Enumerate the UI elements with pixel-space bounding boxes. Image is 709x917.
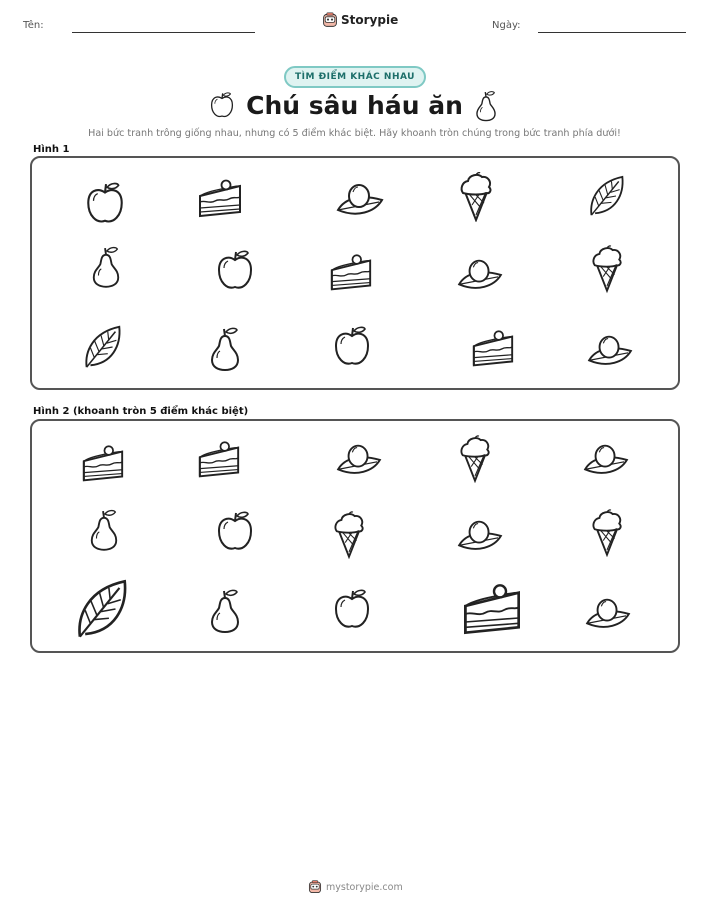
name-line[interactable] <box>72 32 255 33</box>
apple-icon[interactable] <box>332 587 372 631</box>
cake-icon <box>470 328 516 370</box>
pear-icon[interactable] <box>208 587 242 635</box>
leaf-egg-icon <box>334 178 386 218</box>
apple-icon[interactable] <box>215 509 255 553</box>
brand-text: Storypie <box>341 13 399 27</box>
leaf-egg-icon[interactable] <box>334 439 384 477</box>
apple-icon <box>215 248 255 292</box>
mascot-icon <box>322 12 338 28</box>
leaf-egg-icon[interactable] <box>584 593 632 631</box>
pear-icon <box>208 325 242 373</box>
footer <box>308 880 403 894</box>
picture-panel-2 <box>30 419 680 653</box>
cake-icon[interactable] <box>196 439 242 481</box>
apple-icon <box>84 180 126 226</box>
ice-cream-icon <box>458 172 494 222</box>
cake-icon[interactable] <box>80 443 126 485</box>
date-line[interactable] <box>538 32 686 33</box>
panel-2-label: Hình 2 (khoanh tròn 5 điểm khác biệt) <box>33 406 249 417</box>
leaf-icon <box>80 323 124 371</box>
activity-badge: TÌM ĐIỂM KHÁC NHAU <box>284 66 426 88</box>
pear-icon[interactable] <box>88 507 120 553</box>
leaf-icon[interactable] <box>72 575 130 643</box>
mascot-icon <box>308 880 322 894</box>
cake-icon <box>196 178 244 220</box>
apple-icon <box>332 324 372 368</box>
page-title: Chú sâu háu ăn <box>246 91 463 120</box>
pear-icon <box>90 244 122 290</box>
ice-cream-icon[interactable] <box>332 511 366 559</box>
leaf-egg-icon[interactable] <box>456 515 504 553</box>
footer-url: mystorypie.com <box>326 881 403 893</box>
storypie-logo <box>322 12 398 28</box>
pear-icon <box>474 90 498 122</box>
ice-cream-icon <box>590 244 624 294</box>
date-label: Ngày: <box>492 20 521 31</box>
cake-icon <box>328 252 374 294</box>
ice-cream-icon[interactable] <box>458 435 492 483</box>
name-label: Tên: <box>23 20 44 31</box>
ice-cream-icon[interactable] <box>590 509 624 557</box>
leaf-egg-icon <box>586 330 634 368</box>
leaf-egg-icon <box>456 254 504 292</box>
leaf-icon <box>586 172 626 220</box>
picture-panel-1 <box>30 156 680 390</box>
cake-icon[interactable] <box>460 581 524 639</box>
leaf-egg-icon[interactable] <box>582 439 630 477</box>
instructions: Hai bức tranh trông giống nhau, nhưng có 5 điểm khác biệt. Hãy khoanh tròn chúng trong bức tranh phía dưới! <box>88 128 621 139</box>
panel-1-label: Hình 1 <box>33 144 70 155</box>
